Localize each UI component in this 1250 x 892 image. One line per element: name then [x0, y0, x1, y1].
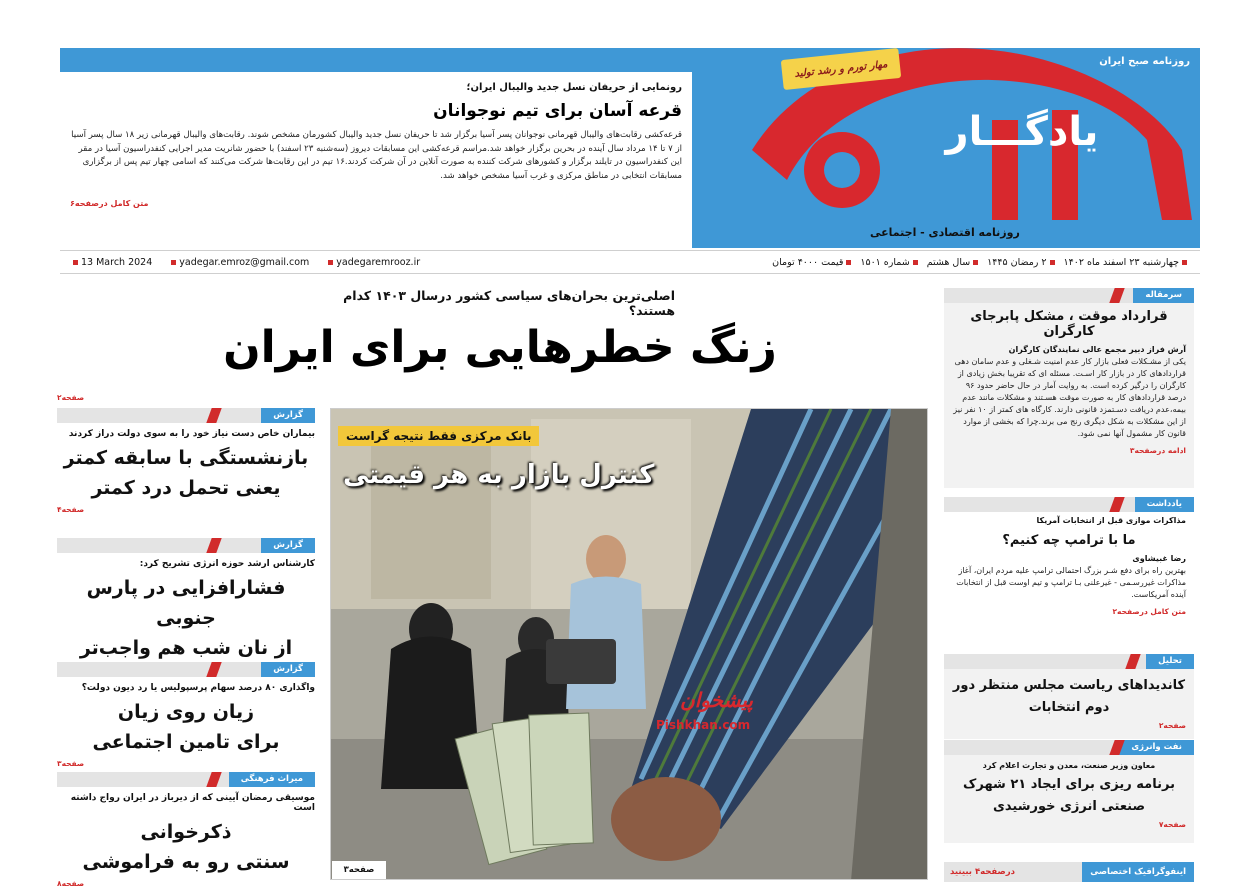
lead-kicker: رونمایی از حریفان نسل جدید والیبال ایران؛ [466, 82, 682, 93]
issue-info [772, 257, 1190, 268]
photo-page-ref[interactable]: صفحه۳ [332, 861, 386, 879]
report-3-kicker: واگذاری ۸۰ درصد سهام پرسپولیس یا رد دیون دولت؟ [81, 683, 315, 693]
editorial-title[interactable]: قرارداد موقت ، مشکل پابرجای کارگران [970, 309, 1168, 339]
contact-info [70, 257, 420, 268]
note-body: بهترین راه برای دفع شـر بزرگ احتمالی ترامپ علیه مردم ایران، آغاز مذاکرات غیررسـمی - غیرعلنی بـا ترامپ و تیم اوست قبل از انتخابات آینده آمریکاست. [956, 566, 1186, 599]
editorial-author: آرش فراز دبیر مجمع عالی نمایندگان کارگران [1008, 345, 1186, 354]
report-3-tag: گزارش [261, 662, 315, 677]
report-1-kicker: بیماران خاص دست نیاز خود را به سوی دولت دراز کردند [68, 429, 315, 439]
lead-title[interactable]: قرعه آسان برای تیم نوجوانان [433, 101, 682, 121]
masthead [60, 30, 1200, 252]
note-kicker: مذاکرات موازی قبل از انتخابات آمریکا [1036, 516, 1186, 525]
info-bar [60, 250, 1200, 274]
analysis-tag-bar [944, 654, 1194, 669]
tag-accent [206, 772, 221, 787]
report-2[interactable] [57, 538, 315, 674]
inflation-ribbon: مهار تورم و رشد تولید [781, 48, 901, 90]
infographic-link[interactable]: درصفحه۴ ببینید [950, 867, 1016, 877]
culture-title-line-2[interactable]: سنتی رو به فراموشی [82, 851, 290, 873]
photo-title[interactable]: کنترل بازار به هر قیمتی [343, 460, 655, 490]
editorial-body: یکی از مشـکلات فعلی بازار کار عدم امنیت شـغلی و عدم سامان دهی قراردادهای کار در بازار کار اسـت. مسئله ای که تقریبا بخش زیادی از کارگران را درگیر کرده است. به روایت آمار در حال حاضر حدود ۹۶ درصد قراردادهای کار به صورت موقت هسـتند و مشکلات مانند عدم بیمه،عدم دریافت دسـتمزد قانونی دارند. کارگاه های کمتر از ۱۰ نفر نیز از این مشکلات به شکل دیگری رنج می برند.چرا که بخشی از موارد قانون کار مشمول آنها نمی شود. [953, 357, 1186, 438]
analysis-tag: تحلیل [1146, 654, 1194, 669]
analysis-section[interactable] [944, 654, 1194, 739]
logo-small-text: یادگـــار [945, 109, 1099, 155]
tag-accent [206, 538, 221, 553]
date-fa: چهارشنبه ۲۳ اسفند ماه ۱۴۰۲ [1063, 256, 1179, 268]
masthead-blue-strip [60, 48, 720, 72]
note-title[interactable]: ما با ترامپ چه کنیم؟ [1002, 533, 1136, 548]
report-3-page-ref[interactable]: صفحه۳ [57, 759, 85, 768]
main-kicker: اصلی‌ترین بحران‌های سیاسی کشور درسال ۱۴۰۳ کدام هستند؟ [343, 288, 675, 318]
report-3-title-line-2[interactable]: برای تامین اجتماعی [92, 731, 280, 753]
report-2-kicker: کارشناس ارشد حوزه انرژی تشریح کرد: [139, 559, 315, 569]
year-label: سال هشتم [926, 256, 971, 268]
analysis-page-ref[interactable]: صفحه۲ [1158, 721, 1186, 730]
lead-story[interactable] [70, 82, 682, 208]
newspaper-subtitle: روزنامه اقتصادی - اجتماعی [870, 226, 1020, 239]
energy-kicker: معاون وزیر صنعت، معدن و تجارت اعلام کرد [982, 761, 1156, 770]
email-link[interactable]: yadegar.emroz@gmail.com [179, 256, 310, 268]
report-1-title-line-1[interactable]: بازنشستگی با سابقه کمتر [63, 447, 309, 469]
infographic-tag: اینفوگرافیک اختصاصی [1082, 862, 1194, 882]
note-more-link[interactable]: متن کامل درصفحه۲ [1112, 607, 1186, 616]
main-page-ref[interactable]: صفحه۲ [57, 393, 85, 402]
report-2-tag-bar [57, 538, 315, 553]
lead-body: قرعه‌کشی رقابت‌های والیبال قهرمانی نوجوانان پسر آسیا برگزار شد تا حریفان نسل جدید والیبال کشورمان مشخص شوند. رقابت‌های والیبال قهرمانی زیر ۱۸ سال پسر آسیا از ۷ تا ۱۴ مرداد سال آینده در بحرین برگزار خواهد شد.مراسم قرعه‌کشی این مسابقات دیروز (سه‌شنبه ۲۳ اسفند) با حضور شانریت مدیر اجرایی کنفدراسیون آسیا در مقر این کنفدراسیون در تایلند برگزار و کشورهای شرکت کننده به صورت آنلاین در آن شرکت کردند.۱۶ تیم در این رقابت‌ها شرکت می‌کنند که اسامی چهار تیم پس از برگزاری مسابقات انتخابی در مناطق مرکزی و غرب آسیا مشخص خواهد شد. [71, 130, 682, 181]
culture-tag-bar [57, 772, 315, 787]
tag-accent [206, 408, 221, 423]
culture-page-ref[interactable]: صفحه۸ [57, 879, 85, 888]
note-tag: یادداشت [1135, 497, 1194, 512]
daily-label: روزنامه صبح ایران [1099, 56, 1190, 67]
watermark-text: پیشخوان [680, 688, 753, 712]
energy-title[interactable]: برنامه ریزی برای ایجاد ۲۱ شهرک صنعتی انرژی خورشیدی [963, 777, 1175, 814]
report-1-page-ref[interactable]: صفحه۴ [57, 505, 85, 514]
report-1-tag: گزارش [261, 408, 315, 423]
report-1-tag-bar [57, 408, 315, 423]
date-en: 13 March 2024 [81, 256, 153, 268]
report-3-tag-bar [57, 662, 315, 677]
culture-title-line-1[interactable]: ذکرخوانی [140, 821, 232, 843]
report-3-title-line-1[interactable]: زیان روی زیان [117, 701, 255, 723]
watermark-url: Pishkhan.com [656, 718, 751, 732]
energy-page-ref[interactable]: صفحه۷ [1158, 820, 1186, 829]
culture-tag: میراث فرهنگی [229, 772, 315, 787]
website-link[interactable]: yadegaremrooz.ir [336, 256, 421, 268]
note-section[interactable] [944, 497, 1194, 642]
energy-tag: نفت وانرژی [1119, 740, 1194, 755]
lead-more-link[interactable]: متن کامل درصفحه۶ [70, 199, 149, 208]
report-1[interactable] [57, 408, 315, 514]
note-author: رضا غبیشاوی [1132, 554, 1186, 563]
price: قیمت ۴۰۰۰ تومان [772, 256, 844, 268]
photo-kicker: بانک مرکزی فقط نتیجه گراست [338, 426, 539, 446]
editorial-more-link[interactable]: ادامه درصفحه۳ [1129, 446, 1186, 455]
culture-kicker: موسیقی رمضان آیینی که از دیرباز در ایران رواج داشته است [70, 793, 315, 813]
culture-report[interactable] [57, 772, 315, 888]
main-headline[interactable]: زنگ خطرهایی برای ایران [223, 322, 777, 373]
energy-tag-bar [944, 740, 1194, 755]
tag-accent [1109, 288, 1124, 303]
editorial-tag: سرمقاله [1133, 288, 1194, 303]
tag-accent [206, 662, 221, 677]
analysis-title[interactable]: کاندیداهای ریاست مجلس منتظر دور دوم انتخابات [952, 678, 1186, 715]
report-2-title-line-1[interactable]: فشارافزایی در پارس جنوبی [86, 577, 286, 629]
infographic-banner[interactable] [944, 862, 1194, 882]
editorial-section[interactable] [944, 288, 1194, 488]
tag-accent [1109, 497, 1124, 512]
report-1-title-line-2[interactable]: یعنی تحمل درد کمتر [91, 477, 281, 499]
issue-number: شماره ۱۵۰۱ [860, 256, 910, 268]
tag-accent [1125, 654, 1140, 669]
note-tag-bar [944, 497, 1194, 512]
report-2-title-line-2[interactable]: از نان شب هم واجب‌تر [79, 637, 293, 659]
report-3[interactable] [57, 662, 315, 768]
energy-section[interactable] [944, 740, 1194, 843]
editorial-tag-bar [944, 288, 1194, 303]
report-2-tag: گزارش [261, 538, 315, 553]
date-hijri: ۲ رمضان ۱۴۴۵ [987, 256, 1047, 268]
